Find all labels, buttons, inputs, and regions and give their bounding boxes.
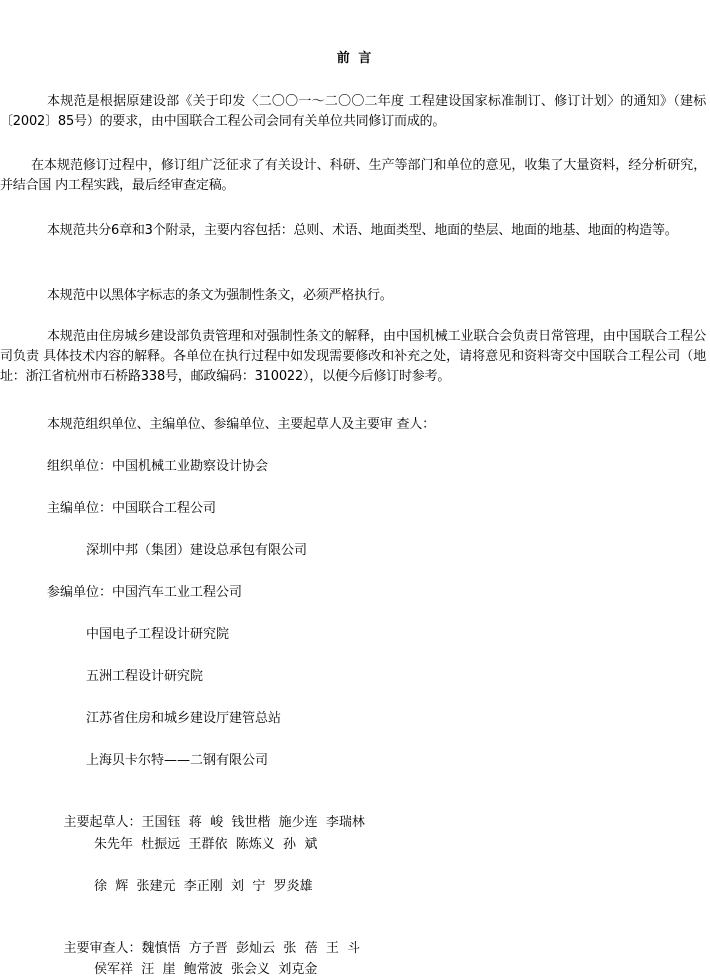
org-unit-line: [47, 457, 268, 477]
org-unit-name: 中国机械工业勘察设计协会: [112, 459, 269, 474]
paragraph-basis: 本规范是根据原建设部《关于印发〈二〇〇一～二〇〇二年度 工程建设国家标准制订、修订计划〉的通知》（建标〔2002〕85号）的要求，由中国联合工程公司会同有关单位共同修订而成的。: [0, 94, 706, 129]
drafters-names: 徐 辉 张建元 李正刚 刘 宁 罗炎雄: [94, 879, 313, 894]
chief-unit-name: 深圳中邦（集团）建设总承包有限公司: [86, 543, 308, 558]
org-unit-label: 组织单位：: [47, 459, 113, 474]
paragraph-revision-process: 在本规范修订过程中，修订组广泛征求了有关设计、科研、生产等部门和单位的意见，收集了大量资料，经分析研究，并结合国 内工程实践，最后经审查定稿。: [0, 158, 706, 193]
chief-unit-line: [47, 499, 216, 519]
participant-unit-name: 中国电子工程设计研究院: [86, 627, 230, 642]
paragraph-management: 本规范由住房城乡建设部负责管理和对强制性条文的解释，由中国机械工业联合会负责日常管理，由中国联合工程公司负责 具体技术内容的解释。各单位在执行过程中如发现需要修改和补充之处，请将意见和资料寄交中国联合工程公司（地址：浙江省杭州市石桥路338号，邮政编码：310022），以便今后修订时参考。: [0, 329, 706, 384]
drafters-names: 朱先年 杜振远 王群依 陈炼义 孙 斌: [94, 837, 318, 852]
paragraph-contents: 本规范共分6章和3个附录，主要内容包括：总则、术语、地面类型、地面的垫层、地面的地基、地面的构造等。: [47, 223, 678, 238]
page-title: 前 言: [336, 51, 374, 66]
participant-unit-name: 五洲工程设计研究院: [86, 669, 204, 684]
participant-unit-name: 中国汽车工业工程公司: [112, 585, 243, 600]
paragraph-mandatory: 本规范中以黑体字标志的条文为强制性条文，必须严格执行。: [47, 288, 393, 303]
chief-unit-label: 主编单位：: [47, 501, 113, 516]
participant-unit-name: 上海贝卡尔特——二钢有限公司: [86, 753, 269, 768]
drafters-names: 王国钰 蒋 峻 钱世楷 施少连 李瑞林: [141, 815, 365, 830]
paragraph-units-intro: 本规范组织单位、主编单位、参编单位、主要起草人及主要审 查人：: [47, 417, 435, 432]
reviewers-label: 主要审查人：: [63, 941, 142, 956]
drafters-label: 主要起草人：: [63, 815, 142, 830]
participant-unit-name: 江苏省住房和城乡建设厅建管总站: [86, 711, 282, 726]
reviewers-names: 魏慎悟 方子晋 彭灿云 张 蓓 王 斗: [141, 941, 361, 956]
participant-unit-line: [47, 583, 242, 603]
reviewers-names: 侯军祥 汪 崖 鲍常波 张会义 刘克金: [94, 962, 318, 977]
chief-unit-name: 中国联合工程公司: [112, 501, 217, 516]
participant-unit-label: 参编单位：: [47, 585, 113, 600]
